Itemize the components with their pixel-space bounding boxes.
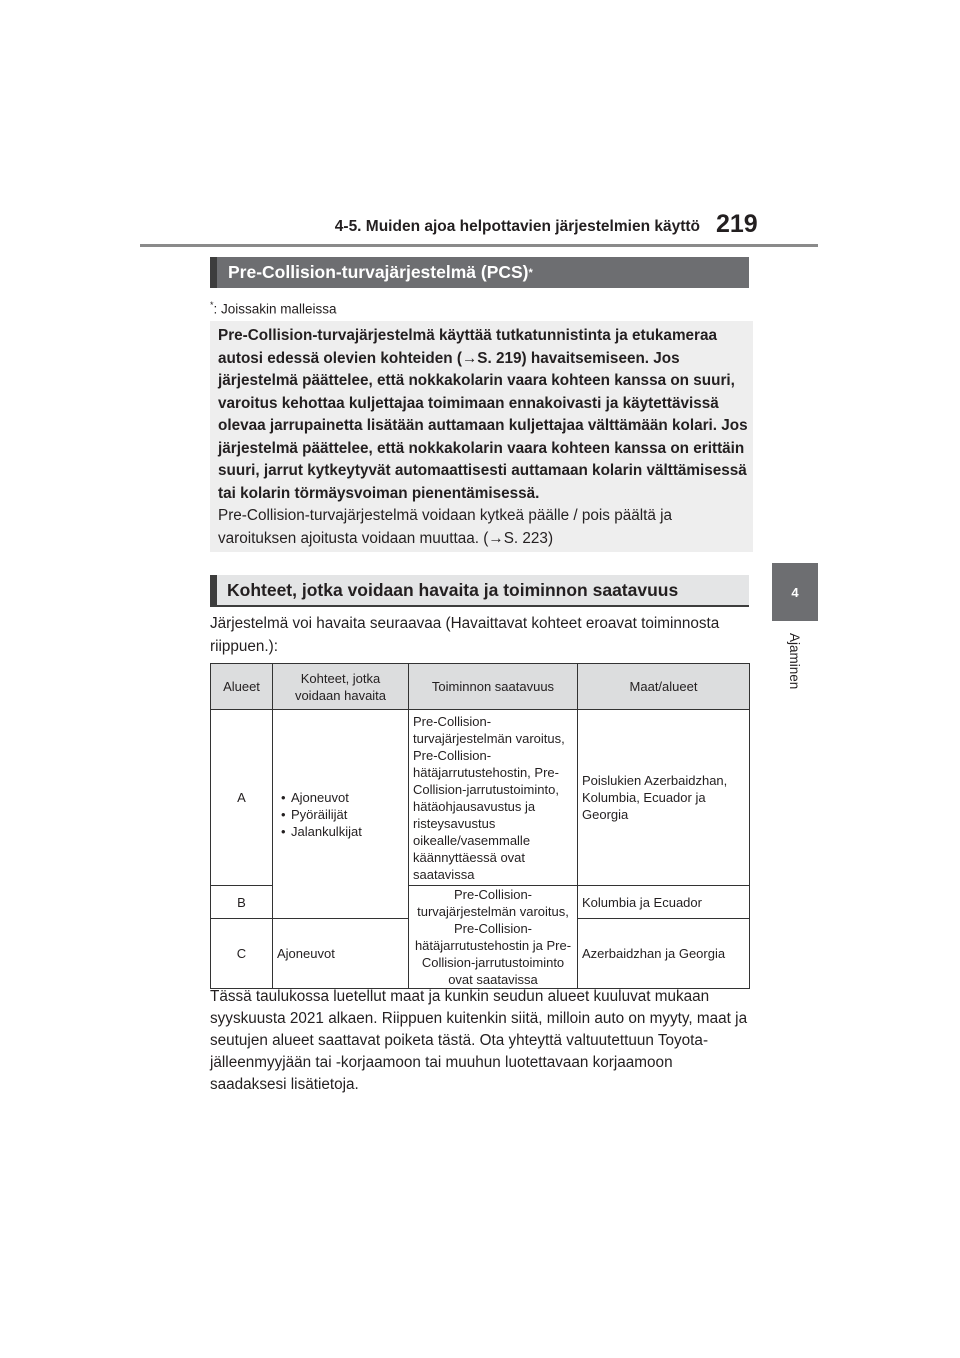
info-paragraph-1 bbox=[218, 325, 748, 505]
targets-cell: Ajoneuvot bbox=[273, 919, 409, 989]
footnote bbox=[210, 300, 337, 317]
section-heading-pcs-text: Pre-Collision-turvajärjestelmä (PCS) bbox=[228, 262, 529, 282]
table-header: Maat/alueet bbox=[578, 664, 750, 710]
info-paragraph-1-text-b: ) havaitsemiseen. Jos järjestelmä päättelee, että nokkakolarin vaara kohteen kanssa on suuri, varoitus kehottaa kuljettajaa toimimaan ennakoivasti ja käytettävissä olevaa jarrupainetta lisätään auttamaan kuljettajaa välttämään kolari. Jos järjestelmä päättelee, että nokkakolarin vaara kohteen kanssa on erittäin suuri, jarrut kytkeytyvät automaattisesti auttamaan kolarin välttämisessä tai kolarin törmäysvoiman pienentämisessä. bbox=[218, 349, 748, 502]
list-item: • Jalankulkijat bbox=[291, 823, 404, 840]
section-heading-targets-text: Kohteet, jotka voidaan havaita ja toiminnon saatavuus bbox=[227, 580, 679, 600]
regions-cell: Poislukien Azerbaidzhan, Kolumbia, Ecuador ja Georgia bbox=[578, 710, 750, 886]
area-cell: A bbox=[211, 710, 273, 886]
targets-list bbox=[277, 789, 404, 840]
heading-bar bbox=[210, 575, 217, 606]
availability-cell: Pre-Collision-turvajärjestelmän varoitus, Pre-Collision-hätäjarrutustehostin, Pre-Collision-jarrutustoiminto, hätäohjausavustus ja risteysavustus oikealle/vasemmalle käännyttäessä ovat saatavissa bbox=[409, 710, 578, 886]
page-number: 219 bbox=[716, 210, 758, 238]
chapter-tab-number: 4 bbox=[772, 563, 818, 621]
table-header-row bbox=[211, 664, 750, 710]
regions-cell: Azerbaidzhan ja Georgia bbox=[578, 919, 750, 989]
info-paragraph-1-text-a: Pre-Collision-turvajärjestelmä käyttää tutkatunnistinta ja etukameraa autosi edessä olevien kohteiden ( bbox=[218, 327, 718, 367]
footnote-text: : Joissakin malleissa bbox=[213, 301, 337, 317]
intro-text: Järjestelmä voi havaita seuraavaa (Havaittavat kohteet eroavat toiminnosta riippuen.): bbox=[210, 615, 720, 655]
section-heading-pcs: Pre-Collision-turvajärjestelmä (PCS) * bbox=[210, 257, 749, 288]
header-rule bbox=[140, 244, 818, 247]
availability-table bbox=[210, 663, 749, 987]
regions-cell: Kolumbia ja Ecuador bbox=[578, 886, 750, 919]
table-row bbox=[211, 710, 750, 886]
targets-cell bbox=[273, 710, 409, 919]
footnote-mark: * bbox=[210, 300, 214, 310]
area-cell: C bbox=[211, 919, 273, 989]
page-reference-link[interactable]: →S. 219 bbox=[461, 349, 522, 367]
chapter-tab-label bbox=[786, 633, 806, 713]
chapter-tab-label-text: Ajaminen bbox=[787, 633, 802, 690]
list-item: • Pyöräilijät bbox=[291, 806, 404, 823]
closing-paragraph: Tässä taulukossa luetellut maat ja kunkin seudun alueet kuuluvat mukaan syyskuusta 2021 alkaen. Riippuen kuitenkin siitä, milloin auto on myyty, maat ja seutujen alueet saattavat poiketa tästä. Ota yhteyttä valtuutettuun Toyota-jälleenmyyjään tai -korjaamoon tai muuhun luotettavaan korjaamoon saadaksesi lisätietoja. bbox=[210, 988, 748, 1093]
section-heading-targets bbox=[210, 575, 749, 606]
table-header: Alueet bbox=[211, 664, 273, 710]
page-reference-link[interactable]: →S. 223 bbox=[488, 529, 548, 547]
list-item: • Ajoneuvot bbox=[291, 789, 404, 806]
info-paragraph-2-text-b: ) bbox=[547, 529, 554, 547]
info-paragraph-2 bbox=[218, 505, 748, 550]
heading-underline bbox=[210, 605, 749, 607]
heading-bar bbox=[210, 257, 217, 288]
area-cell: B bbox=[211, 886, 273, 919]
info-paragraph-2-text-a: Pre-Collision-turvajärjestelmä voidaan kytkeä päälle / pois päältä ja varoituksen ajoitusta voidaan muuttaa. ( bbox=[218, 507, 673, 547]
availability-cell: Pre-Collision-turvajärjestelmän varoitus, Pre-Collision-hätäjarrutustehostin ja Pre-Collision-jarrutustoiminto ovat saatavissa bbox=[409, 886, 578, 989]
table-header: Toiminnon saatavuus bbox=[409, 664, 578, 710]
table-header: Kohteet, jotka voidaan havaita bbox=[273, 664, 409, 710]
chapter-title: 4-5. Muiden ajoa helpottavien järjestelmien käyttö bbox=[334, 218, 700, 235]
